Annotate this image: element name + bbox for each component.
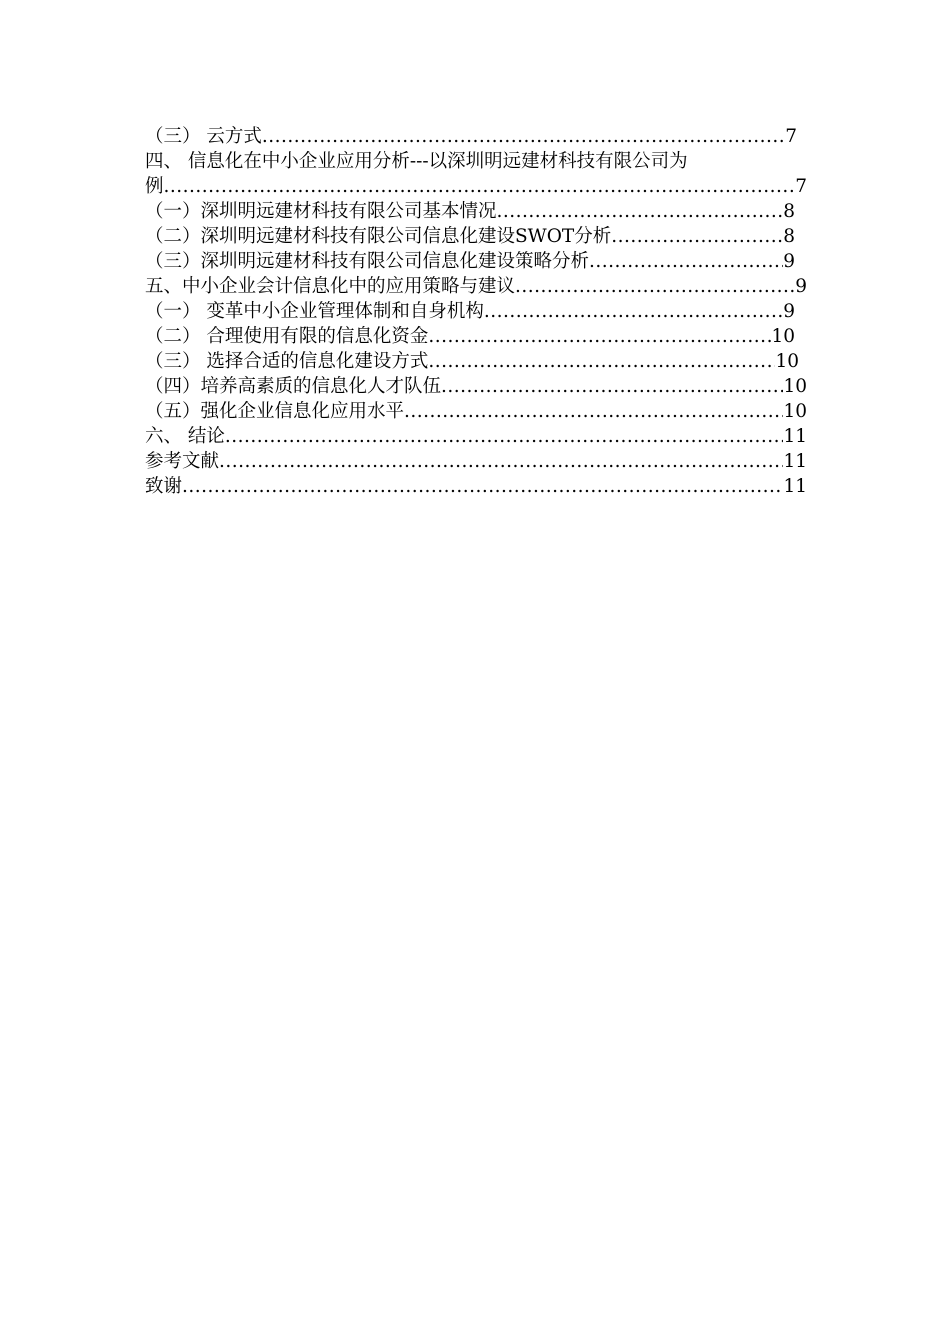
dot-leader (182, 474, 783, 499)
toc-entry[interactable] (145, 224, 795, 249)
dot-leader (515, 274, 795, 299)
toc-entry-label: 六、 结论 (145, 426, 225, 447)
toc-entry-label: （五）强化企业信息化应用水平 (145, 401, 405, 422)
toc-entry-page: 9 (795, 276, 807, 297)
dot-leader (219, 449, 783, 474)
dot-leader (484, 299, 783, 324)
toc-entry-label: （三） 选择合适的信息化建设方式 (145, 351, 429, 372)
toc-entry-label: （二） 合理使用有限的信息化资金 (145, 326, 429, 347)
toc-entry-label: 四、 信息化在中小企业应用分析---以深圳明远建材科技有限公司为 (145, 151, 688, 172)
toc-entry-page: 10 (783, 401, 807, 422)
toc-entry-page: 10 (771, 326, 795, 347)
toc-entry-page: 7 (795, 176, 807, 197)
dot-leader (428, 324, 771, 349)
toc-entry-label: （一）深圳明远建材科技有限公司基本情况 (145, 201, 497, 222)
toc-entry-continuation[interactable] (145, 174, 807, 199)
toc-entry-page: 8 (783, 201, 795, 222)
toc-entry[interactable] (145, 199, 795, 224)
dot-leader (497, 199, 784, 224)
toc-entry[interactable] (145, 299, 795, 324)
toc-entry-label: （四）培养高素质的信息化人才队伍 (145, 376, 442, 397)
dot-leader (611, 224, 783, 249)
toc-entry-label: （二）深圳明远建材科技有限公司信息化建设SWOT分析 (145, 226, 612, 247)
toc-entry[interactable] (145, 124, 797, 149)
toc-entry-label: （一） 变革中小企业管理体制和自身机构 (145, 301, 484, 322)
toc-entry-page: 11 (783, 451, 807, 472)
toc-entry-label: （三） 云方式 (145, 126, 262, 147)
toc-entry[interactable] (145, 274, 807, 299)
toc-entry[interactable] (145, 149, 807, 174)
toc-entry-page: 11 (783, 476, 807, 497)
table-of-contents (145, 124, 807, 499)
toc-entry-page: 9 (783, 251, 795, 272)
toc-entry-page: 7 (785, 126, 797, 147)
toc-entry-page: 8 (783, 226, 795, 247)
toc-entry[interactable] (145, 449, 807, 474)
toc-entry-label: 参考文献 (145, 451, 220, 472)
toc-entry-page: 9 (783, 301, 795, 322)
dot-leader (428, 349, 775, 374)
toc-entry[interactable] (145, 324, 795, 349)
toc-entry-page: 11 (783, 426, 807, 447)
toc-entry-label: 五、中小企业会计信息化中的应用策略与建议 (145, 276, 516, 297)
toc-entry-page: 10 (783, 376, 807, 397)
dot-leader (589, 249, 783, 274)
toc-entry[interactable] (145, 374, 807, 399)
toc-entry[interactable] (145, 349, 799, 374)
dot-leader (225, 424, 784, 449)
dot-leader (164, 174, 796, 199)
toc-entry[interactable] (145, 424, 807, 449)
dot-leader (404, 399, 783, 424)
dot-leader (441, 374, 783, 399)
dot-leader (262, 124, 785, 149)
toc-entry-label: （三）深圳明远建材科技有限公司信息化建设策略分析 (145, 251, 590, 272)
toc-entry-page: 10 (775, 351, 799, 372)
toc-entry[interactable] (145, 249, 795, 274)
toc-entry-label: 致谢 (145, 476, 183, 497)
toc-entry-label: 例 (145, 176, 164, 197)
toc-entry[interactable] (145, 474, 807, 499)
toc-entry[interactable] (145, 399, 807, 424)
